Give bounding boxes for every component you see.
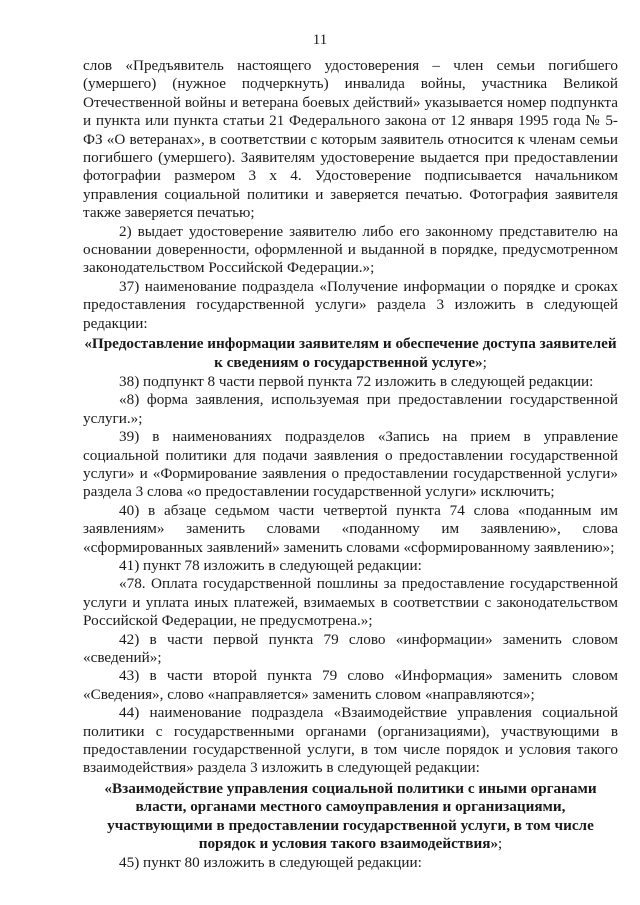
paragraph-item-2: 2) выдает удостоверение заявителю либо его законному представителю на основании доверенности, оформленной и выданной в порядке, предусмотренном законодательством Российской Федерации.»;: [83, 222, 618, 277]
paragraph-item-44: 44) наименование подраздела «Взаимодействие управления социальной политики с государственными органами (организациями), участвующими в предоставлении государственной услуги, в том числе порядок и условия такого взаимодействия» раздела 3 изложить в следующей редакции:: [83, 704, 618, 777]
section-heading-2: [83, 780, 618, 854]
section-heading-2-tail: ;: [498, 835, 503, 853]
paragraph-quote-78: «78. Оплата государственной пошлины за предоставление государственной услуги и уплата иных платежей, взимаемых в соответствии с законодательством Российской Федерации, не предусмотрена.»;: [83, 575, 618, 630]
document-body: [83, 57, 618, 873]
page-number: 11: [312, 32, 328, 48]
paragraph-item-39: 39) в наименованиях подразделов «Запись на прием в управление социальной политики для подачи заявления о предоставлении государственной услуги» и «Формирование заявления о предоставлении государственной услуги» раздела 3 слова «о предоставлении государственной услуги» исключить;: [83, 428, 618, 501]
section-heading-2-text: «Взаимодействие управления социальной политики с иными органами власти, органами местного самоуправления и организациями, участвующими в предоставлении государственной услуги, в том числе порядок и условия такого взаимодействия»: [104, 779, 597, 853]
section-heading-1-text: «Предоставление информации заявителям и обеспечение доступа заявителей к сведениям о государственной услуге»: [84, 335, 617, 371]
paragraph-item-42: 42) в части первой пункта 79 слово «информации» заменить словом «сведений»;: [83, 630, 618, 666]
paragraph-item-41: 41) пункт 78 изложить в следующей редакции:: [119, 556, 422, 574]
section-heading-1-tail: ;: [482, 353, 487, 371]
paragraph-continuation: слов «Предъявитель настоящего удостоверения – член семьи погибшего (умершего) (нужное подчеркнуть) инвалида войны, участника Великой Отечественной войны и ветерана боевых действий» указывается номер подпункта и пункта или пункта статьи 21 Федерального закона от 12 января 1995 года № 5-ФЗ «О ветеранах», в соответствии с которым заявитель относится к членам семьи погибшего (умершего). Заявителям удостоверение выдается при предоставлении фотографии размером 3 х 4. Удостоверение подписывается начальником управления социальной политики и заверяется печатью. Фотография заявителя также заверяется печатью;: [83, 57, 618, 222]
paragraph-quote-8: «8) форма заявления, используемая при предоставлении государственной услуги.»;: [83, 391, 618, 427]
paragraph-item-37: 37) наименование подраздела «Получение информации о порядке и сроках предоставления государственной услуги» раздела 3 изложить в следующей редакции:: [83, 277, 618, 332]
paragraph-item-40: 40) в абзаце седьмом части четвертой пункта 74 слова «поданным им заявлениям» заменить словами «поданному им заявлению», слова «сформированных заявлений» заменить словами «сформированному заявлению»;: [83, 501, 618, 556]
paragraph-item-43: 43) в части второй пункта 79 слово «Информация» заменить словом «Сведения», слово «направляется» заменить словом «направляются»;: [83, 667, 618, 703]
paragraph-item-38: 38) подпункт 8 части первой пункта 72 изложить в следующей редакции:: [119, 372, 594, 390]
section-heading-1: [83, 335, 618, 372]
paragraph-item-45: 45) пункт 80 изложить в следующей редакции:: [119, 854, 422, 872]
